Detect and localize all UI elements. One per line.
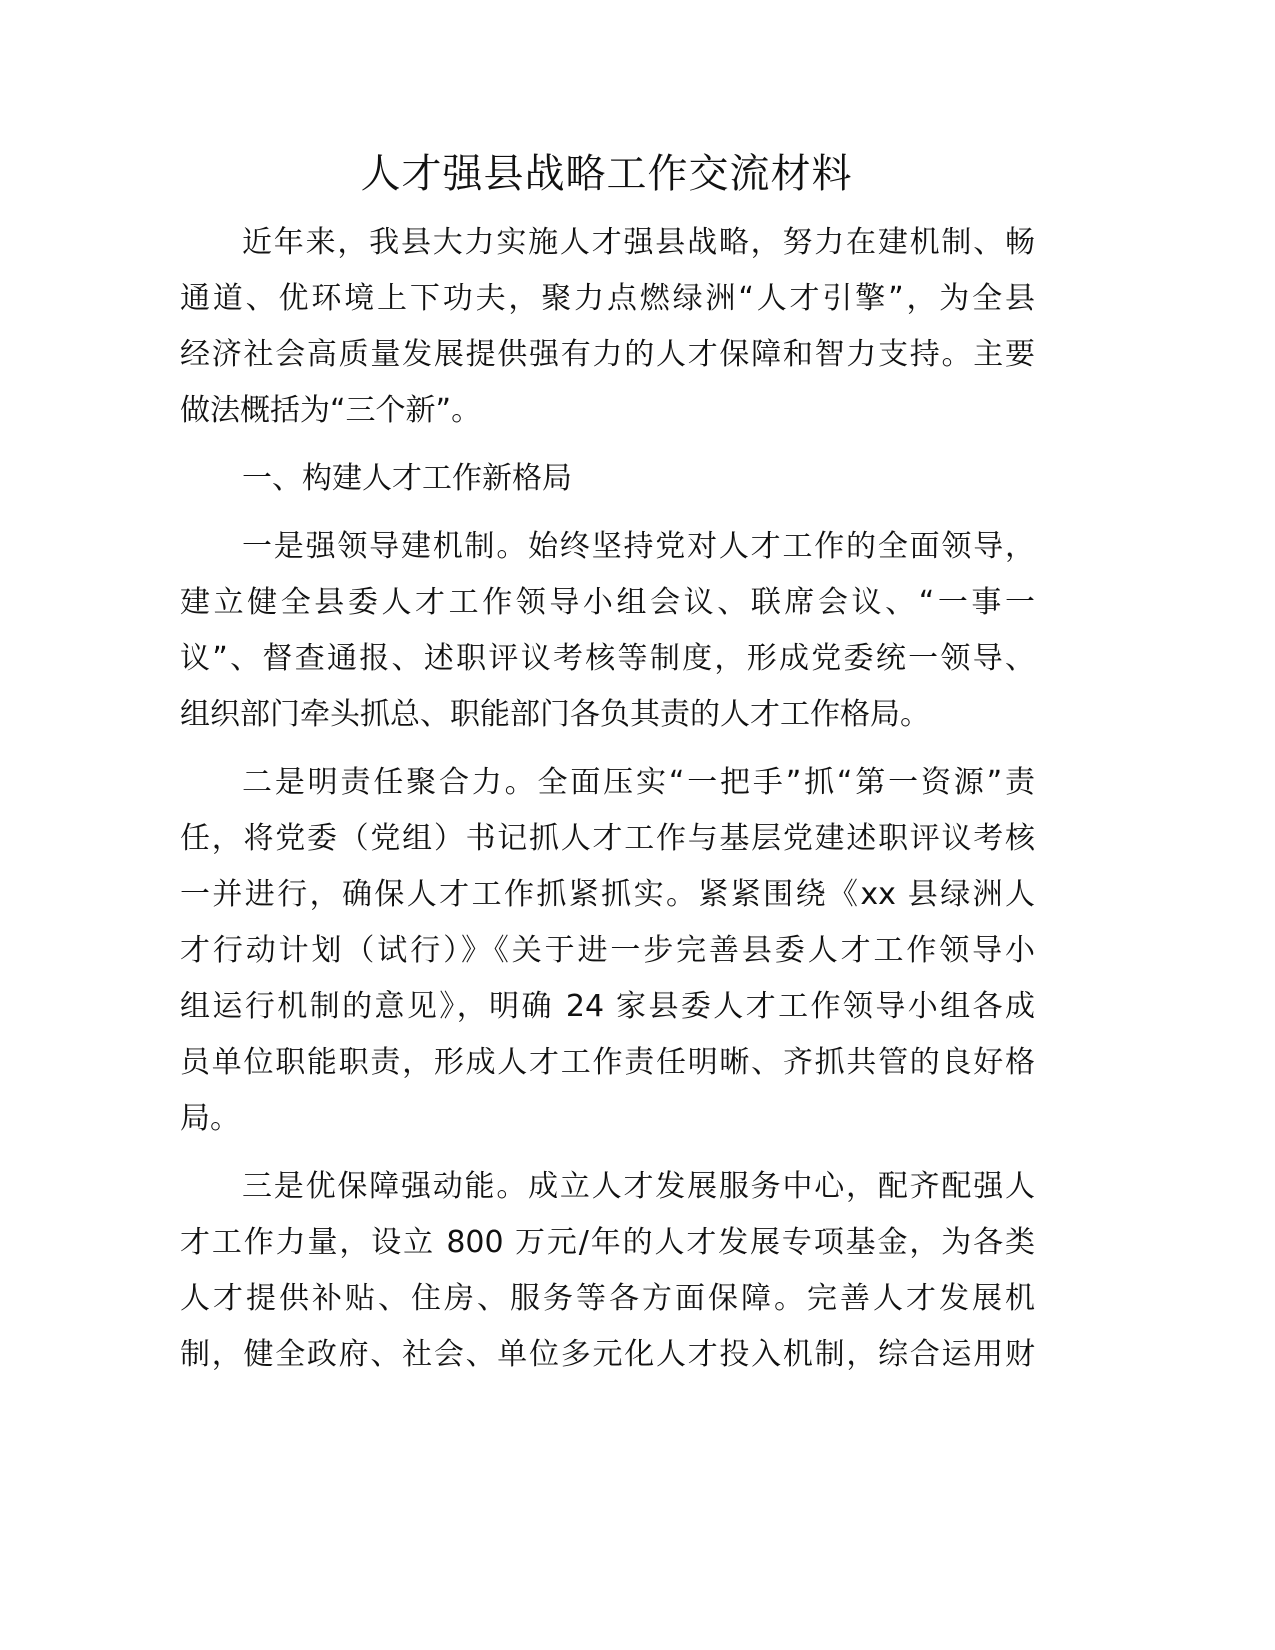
text-line: 近年来，我县大力实施人才强县战略，努力在建机制、畅: [242, 225, 1035, 260]
text-line: 才工作力量，设立 800 万元/年的人才发展专项基金，为各类: [180, 1225, 1035, 1260]
document-title: 人才强县战略工作交流材料: [360, 151, 853, 197]
text-line: 议”、督查通报、述职评议考核等制度，形成党委统一领导、: [180, 641, 1035, 676]
text-line: 一是强领导建机制。始终坚持党对人才工作的全面领导，: [242, 529, 1035, 564]
text-line: 建立健全县委人才工作领导小组会议、联席会议、“一事一: [180, 585, 1035, 620]
paragraph: [180, 755, 1035, 1147]
paragraph: [180, 519, 1035, 743]
paragraph: [180, 215, 1035, 439]
section-heading: [180, 451, 1035, 507]
document-body: [180, 215, 1035, 1395]
text-line: 组织部门牵头抓总、职能部门各负其责的人才工作格局。: [180, 697, 930, 732]
text-line: 局。: [180, 1101, 240, 1136]
text-line: 任，将党委（党组）书记抓人才工作与基层党建述职评议考核: [180, 821, 1035, 856]
text-line: 通道、优环境上下功夫，聚力点燃绿洲“人才引擎”，为全县: [180, 281, 1035, 316]
text-line: 制，健全政府、社会、单位多元化人才投入机制，综合运用财: [180, 1337, 1035, 1372]
text-line: 三是优保障强动能。成立人才发展服务中心，配齐配强人: [242, 1169, 1035, 1204]
text-line: 才行动计划（试行）》《关于进一步完善县委人才工作领导小: [180, 933, 1035, 968]
text-line: 一并进行，确保人才工作抓紧抓实。紧紧围绕《xx 县绿洲人: [180, 877, 1035, 912]
text-line: 组运行机制的意见》，明确 24 家县委人才工作领导小组各成: [180, 989, 1035, 1024]
paragraph: [180, 1159, 1035, 1383]
text-line: 二是明责任聚合力。全面压实“一把手”抓“第一资源”责: [242, 765, 1035, 800]
text-line: 做法概括为“三个新”。: [180, 393, 482, 428]
text-line: 员单位职能职责，形成人才工作责任明晰、齐抓共管的良好格: [180, 1045, 1035, 1080]
text-line: 经济社会高质量发展提供强有力的人才保障和智力支持。主要: [180, 337, 1035, 372]
text-line: 人才提供补贴、住房、服务等各方面保障。完善人才发展机: [180, 1281, 1035, 1316]
text-line: 一、构建人才工作新格局: [242, 461, 572, 496]
